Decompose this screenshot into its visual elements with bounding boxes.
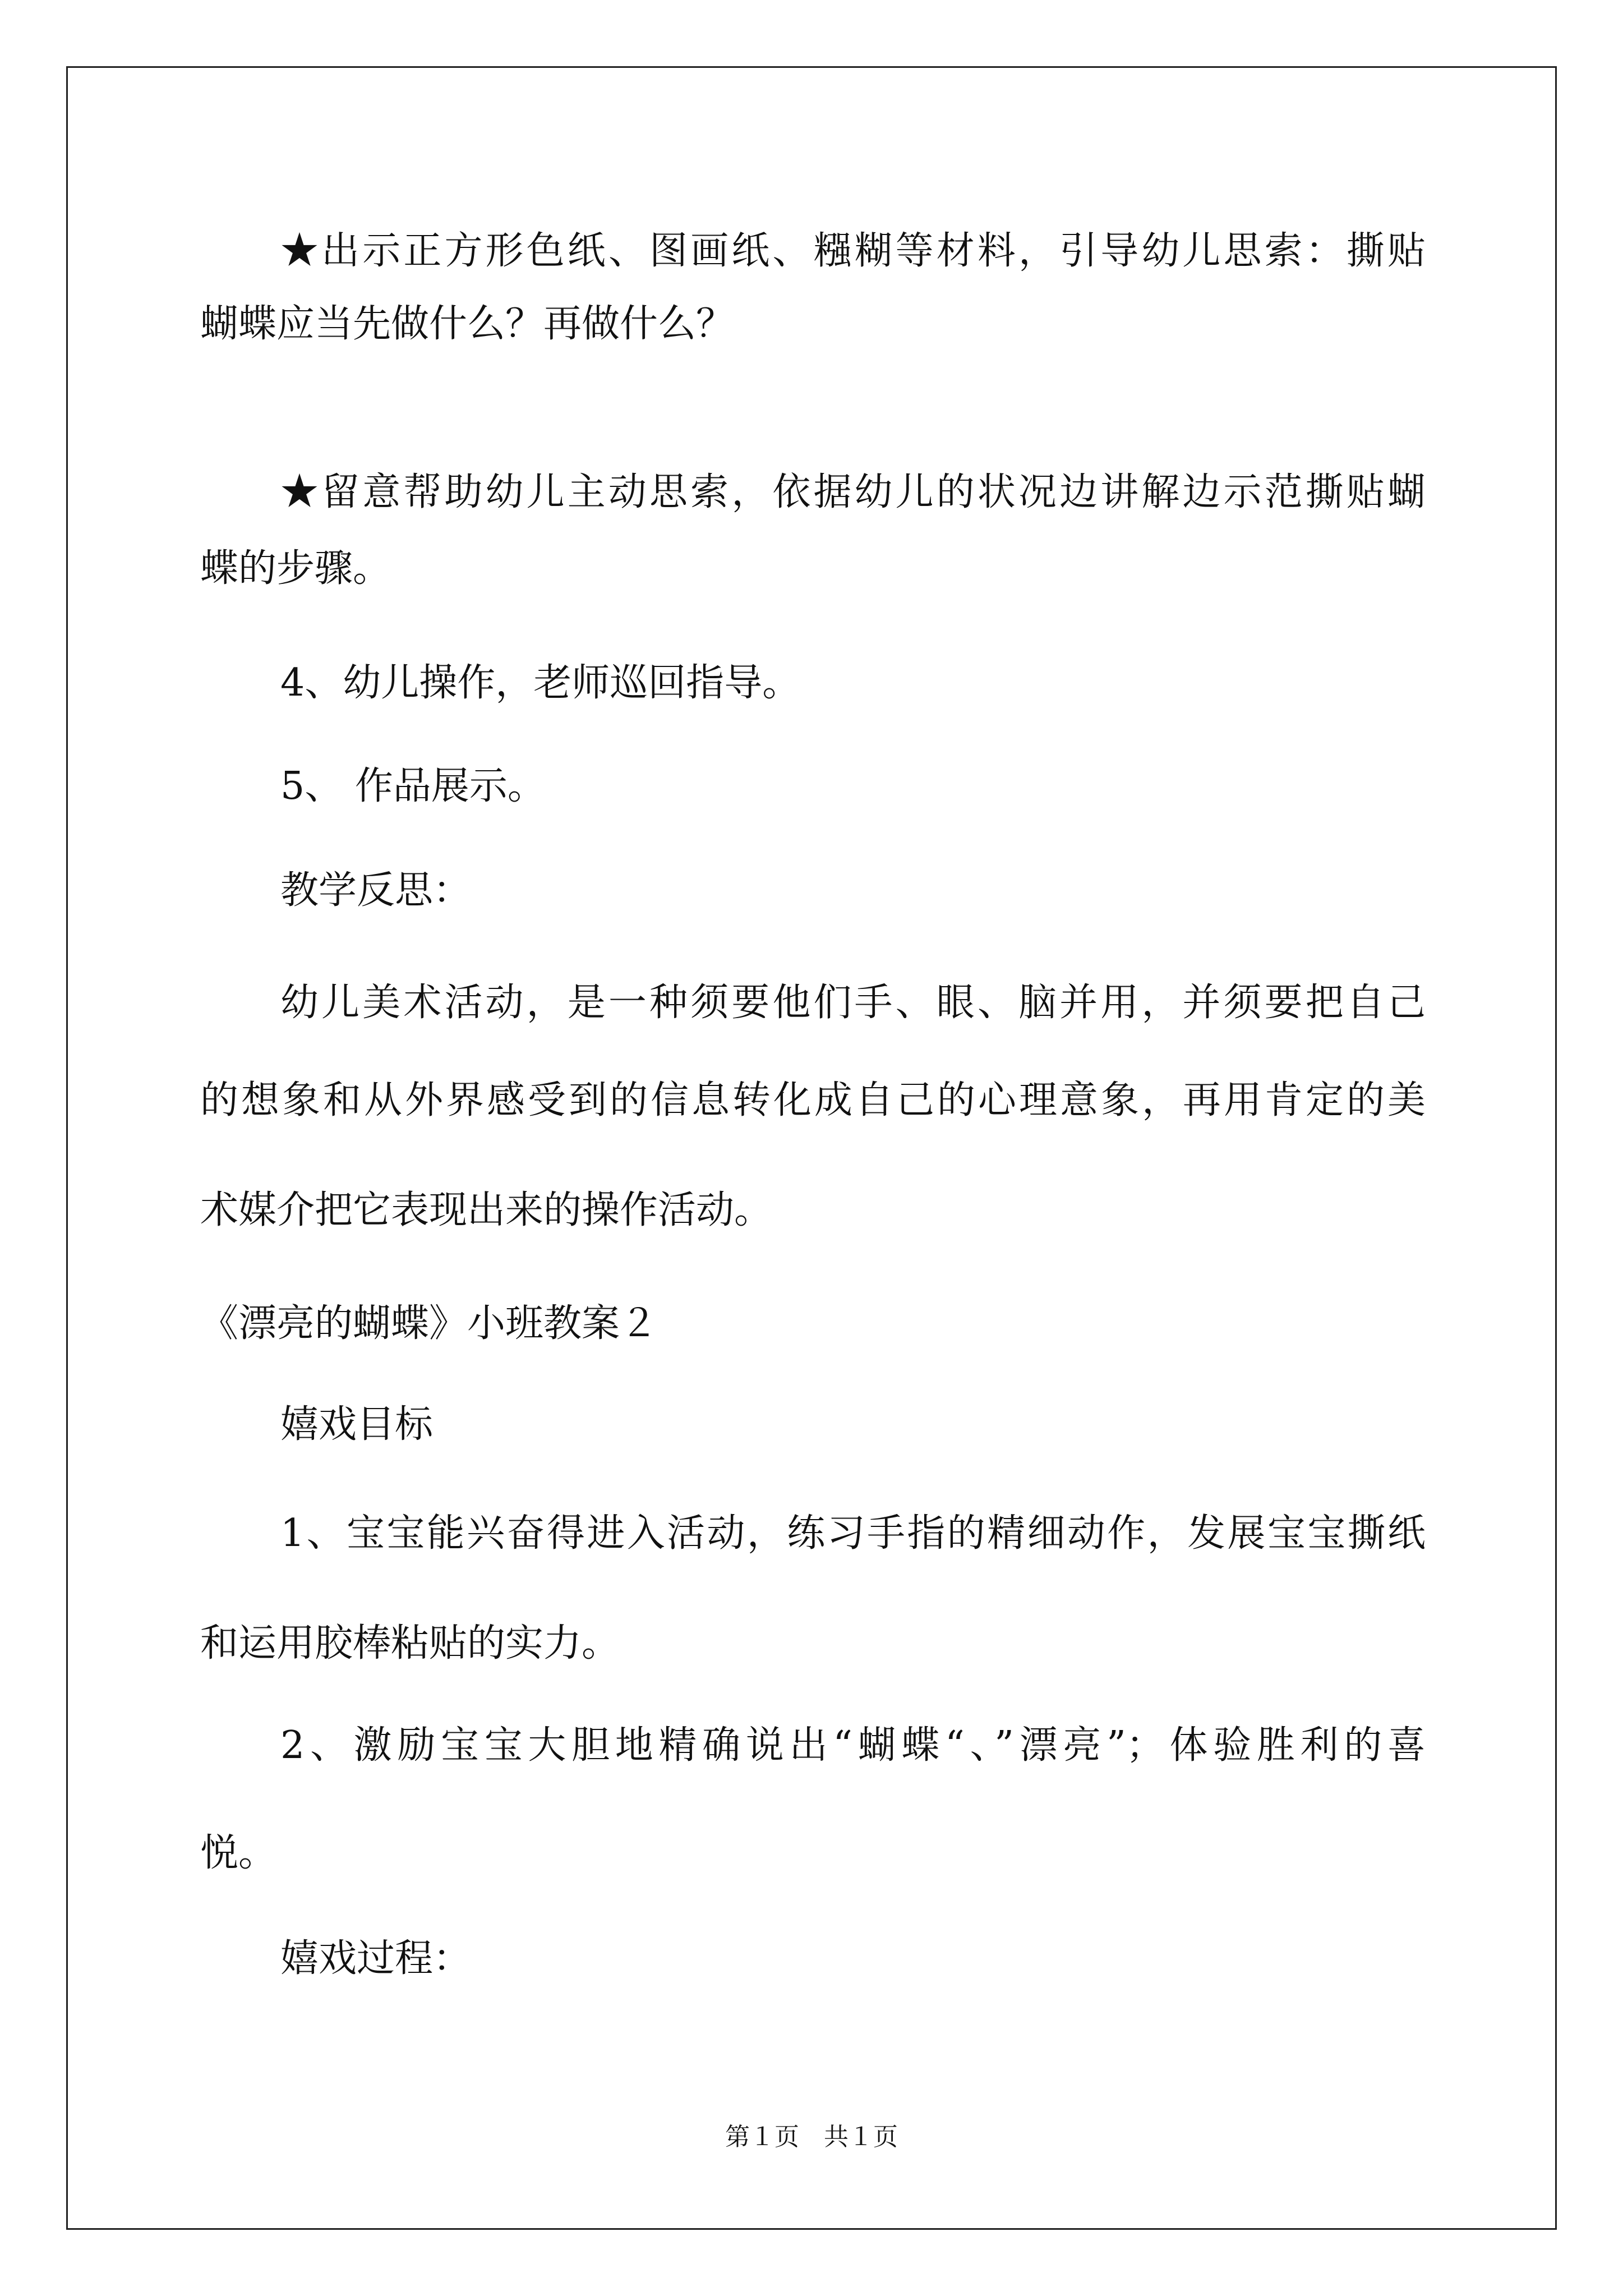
paragraph-line: 幼儿美术活动，是一种须要他们手、眼、脑并用，并须要把自己 bbox=[280, 981, 1426, 1025]
paragraph-line: 悦。 bbox=[200, 1831, 277, 1875]
paragraph-line: 和运用胶棒粘贴的实力。 bbox=[200, 1621, 620, 1665]
paragraph-line: 术媒介把它表现出来的操作活动。 bbox=[200, 1188, 773, 1232]
paragraph-line: 蝴蝶应当先做什么？再做什么？ bbox=[200, 302, 735, 346]
paragraph-line: ★出示正方形色纸、图画纸、糨糊等材料，引导幼儿思索：撕贴 bbox=[280, 229, 1426, 273]
list-item: 5、 作品展示。 bbox=[280, 764, 546, 808]
section-heading: 嬉戏过程： bbox=[280, 1936, 472, 1981]
page-footer: 第１页 共１页 bbox=[725, 2123, 898, 2151]
section-heading: 嬉戏目标 bbox=[280, 1402, 434, 1447]
paragraph-line: 蝶的步骤。 bbox=[200, 546, 391, 591]
paragraph-line: 2、激励宝宝大胆地精确说出“蝴蝶“、”漂亮”；体验胜利的喜 bbox=[280, 1723, 1426, 1768]
document-title: 《漂亮的蝴蝶》小班教案２ bbox=[200, 1301, 658, 1346]
paragraph-line: 的想象和从外界感受到的信息转化成自己的心理意象，再用肯定的美 bbox=[200, 1078, 1426, 1122]
page-border bbox=[66, 66, 1557, 2230]
section-heading: 教学反思： bbox=[280, 868, 472, 913]
list-item: 4、幼儿操作，老师巡回指导。 bbox=[280, 661, 801, 705]
paragraph-line: 1、宝宝能兴奋得进入活动，练习手指的精细动作，发展宝宝撕纸 bbox=[280, 1511, 1426, 1556]
paragraph-line: ★留意帮助幼儿主动思索，依据幼儿的状况边讲解边示范撕贴蝴 bbox=[280, 470, 1426, 514]
